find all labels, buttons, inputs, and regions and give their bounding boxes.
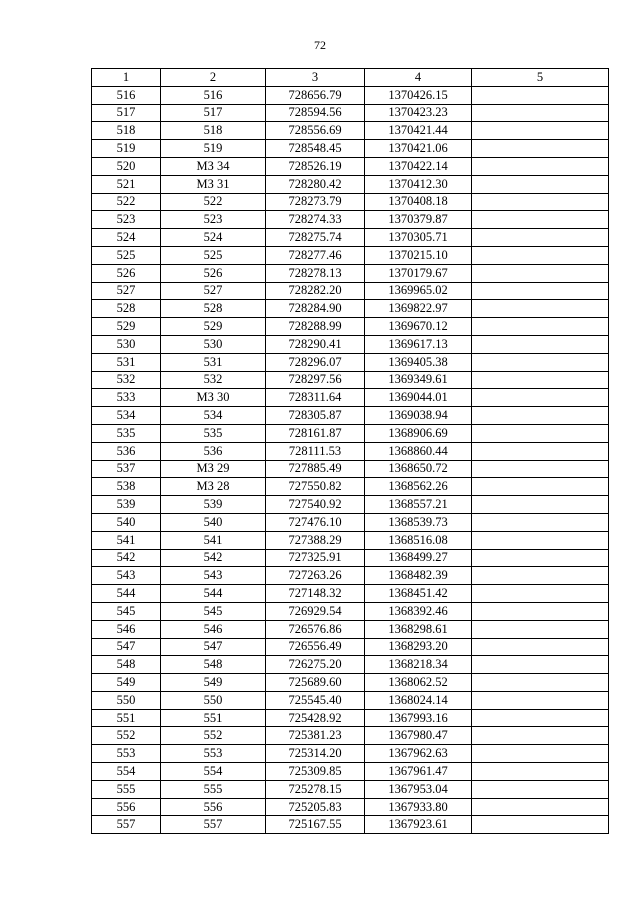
table-cell	[472, 389, 609, 407]
table-cell: 518	[161, 122, 266, 140]
table-cell: 543	[161, 567, 266, 585]
table-cell: 520	[92, 157, 161, 175]
table-row	[92, 211, 609, 229]
table-cell: 1368024.14	[365, 691, 472, 709]
table-cell: 557	[161, 816, 266, 834]
table-cell: 556	[161, 798, 266, 816]
table-row	[92, 140, 609, 158]
table-cell: 1368557.21	[365, 496, 472, 514]
table-cell: 1370422.14	[365, 157, 472, 175]
table-cell: 538	[92, 478, 161, 496]
table-cell: 1367923.61	[365, 816, 472, 834]
table-cell: 728297.56	[266, 371, 365, 389]
table-cell: МЗ 30	[161, 389, 266, 407]
table-cell: 540	[161, 513, 266, 531]
column-header: 2	[161, 69, 266, 87]
table-row	[92, 371, 609, 389]
table-row	[92, 496, 609, 514]
table-cell: 519	[92, 140, 161, 158]
table-cell: 535	[161, 424, 266, 442]
table-row	[92, 620, 609, 638]
table-cell: 728288.99	[266, 318, 365, 336]
table-cell: 554	[161, 763, 266, 781]
table-cell: 536	[161, 442, 266, 460]
table-cell: 527	[161, 282, 266, 300]
table-cell: 728290.41	[266, 335, 365, 353]
table-cell	[472, 122, 609, 140]
column-header: 3	[266, 69, 365, 87]
table-cell: 551	[92, 709, 161, 727]
table-row	[92, 300, 609, 318]
table-cell: 542	[92, 549, 161, 567]
table-cell: 541	[161, 531, 266, 549]
table-cell: 1370421.44	[365, 122, 472, 140]
table-header-row	[92, 69, 609, 87]
table-cell: 533	[92, 389, 161, 407]
table-row	[92, 389, 609, 407]
column-header: 5	[472, 69, 609, 87]
table-cell: 1368860.44	[365, 442, 472, 460]
table-cell: 727388.29	[266, 531, 365, 549]
table-cell	[472, 157, 609, 175]
table-cell: 1368392.46	[365, 602, 472, 620]
table-cell: 544	[92, 585, 161, 603]
table-cell: 725428.92	[266, 709, 365, 727]
table-cell: 726576.86	[266, 620, 365, 638]
table-cell: 549	[161, 674, 266, 692]
table-cell: 1370408.18	[365, 193, 472, 211]
table-cell: 1368906.69	[365, 424, 472, 442]
table-cell	[472, 567, 609, 585]
table-cell: 543	[92, 567, 161, 585]
table-cell: 532	[92, 371, 161, 389]
table-row	[92, 246, 609, 264]
table-cell: 553	[161, 745, 266, 763]
table-row	[92, 407, 609, 425]
table-cell: 725689.60	[266, 674, 365, 692]
column-header: 1	[92, 69, 161, 87]
table-cell: 728280.42	[266, 175, 365, 193]
table-cell: 545	[161, 602, 266, 620]
table-cell: 727885.49	[266, 460, 365, 478]
table-cell: 547	[161, 638, 266, 656]
table-cell: 526	[161, 264, 266, 282]
table-cell: 1367962.63	[365, 745, 472, 763]
table-cell: 534	[161, 407, 266, 425]
table-cell: 525	[92, 246, 161, 264]
table-cell: 523	[92, 211, 161, 229]
table-cell: 552	[92, 727, 161, 745]
table-cell	[472, 211, 609, 229]
table-cell: 726275.20	[266, 656, 365, 674]
table-row	[92, 442, 609, 460]
table-cell: 524	[161, 229, 266, 247]
table-cell	[472, 674, 609, 692]
table-cell: 728526.19	[266, 157, 365, 175]
table-cell: 1369670.12	[365, 318, 472, 336]
table-cell: 1368562.26	[365, 478, 472, 496]
table-cell: 725309.85	[266, 763, 365, 781]
table-cell: 728161.87	[266, 424, 365, 442]
table-cell: 1368516.08	[365, 531, 472, 549]
table-cell: 524	[92, 229, 161, 247]
table-cell: 1369038.94	[365, 407, 472, 425]
table-cell	[472, 745, 609, 763]
table-cell: 555	[161, 780, 266, 798]
table-cell: 1368539.73	[365, 513, 472, 531]
table-cell: 555	[92, 780, 161, 798]
table-cell	[472, 175, 609, 193]
table-cell: 725314.20	[266, 745, 365, 763]
table-row	[92, 674, 609, 692]
table-cell: 1370421.06	[365, 140, 472, 158]
table-cell	[472, 585, 609, 603]
table-cell: 725381.23	[266, 727, 365, 745]
table-cell: 518	[92, 122, 161, 140]
table-cell: 728273.79	[266, 193, 365, 211]
table-cell	[472, 229, 609, 247]
table-row	[92, 424, 609, 442]
table-cell: 546	[161, 620, 266, 638]
table-row	[92, 638, 609, 656]
table-cell	[472, 407, 609, 425]
table-cell: 516	[161, 86, 266, 104]
table-row	[92, 727, 609, 745]
table-cell	[472, 780, 609, 798]
table-cell: 545	[92, 602, 161, 620]
table-cell: 550	[161, 691, 266, 709]
table-cell	[472, 763, 609, 781]
table-cell: 728556.69	[266, 122, 365, 140]
table-row	[92, 229, 609, 247]
table-cell: 728274.33	[266, 211, 365, 229]
table-cell: 550	[92, 691, 161, 709]
table-cell	[472, 496, 609, 514]
table-row	[92, 798, 609, 816]
table-cell: 530	[92, 335, 161, 353]
table-cell: 1368293.20	[365, 638, 472, 656]
table-cell: 516	[92, 86, 161, 104]
table-cell: 1369349.61	[365, 371, 472, 389]
table-cell	[472, 86, 609, 104]
table-cell: 528	[92, 300, 161, 318]
table-cell	[472, 513, 609, 531]
table-cell	[472, 727, 609, 745]
table-cell: 1367953.04	[365, 780, 472, 798]
table-cell	[472, 549, 609, 567]
table-cell: 728305.87	[266, 407, 365, 425]
table-row	[92, 745, 609, 763]
table-cell: 534	[92, 407, 161, 425]
table-cell: 556	[92, 798, 161, 816]
table-cell: 539	[92, 496, 161, 514]
table-cell: 554	[92, 763, 161, 781]
table-cell: 725167.55	[266, 816, 365, 834]
table-cell	[472, 638, 609, 656]
coordinates-table	[91, 68, 609, 834]
table-cell: 728111.53	[266, 442, 365, 460]
table-cell	[472, 335, 609, 353]
table-cell: 521	[92, 175, 161, 193]
table-cell: 1370423.23	[365, 104, 472, 122]
table-cell: 1368298.61	[365, 620, 472, 638]
table-cell: 542	[161, 549, 266, 567]
table-row	[92, 282, 609, 300]
table-row	[92, 585, 609, 603]
table-row	[92, 549, 609, 567]
table-cell: 519	[161, 140, 266, 158]
table-cell: 1369965.02	[365, 282, 472, 300]
table-cell	[472, 104, 609, 122]
table-cell: 1367961.47	[365, 763, 472, 781]
table-row	[92, 104, 609, 122]
table-cell: 1369044.01	[365, 389, 472, 407]
table-row	[92, 567, 609, 585]
table-cell	[472, 424, 609, 442]
table-row	[92, 656, 609, 674]
table-cell: 725545.40	[266, 691, 365, 709]
table-cell: 540	[92, 513, 161, 531]
table-row	[92, 478, 609, 496]
table-cell: 526	[92, 264, 161, 282]
table-cell: 547	[92, 638, 161, 656]
table-row	[92, 763, 609, 781]
table-cell: 727540.92	[266, 496, 365, 514]
table-cell: 523	[161, 211, 266, 229]
table-row	[92, 353, 609, 371]
table-cell	[472, 691, 609, 709]
table-cell: 1367993.16	[365, 709, 472, 727]
table-cell: 522	[92, 193, 161, 211]
table-cell	[472, 140, 609, 158]
table-cell	[472, 620, 609, 638]
table-cell: 1368451.42	[365, 585, 472, 603]
table-cell: 728284.90	[266, 300, 365, 318]
table-row	[92, 264, 609, 282]
table-row	[92, 816, 609, 834]
table-cell: 728296.07	[266, 353, 365, 371]
table-cell: 1368499.27	[365, 549, 472, 567]
table-cell	[472, 353, 609, 371]
table-row	[92, 157, 609, 175]
table-cell: 532	[161, 371, 266, 389]
table-cell	[472, 264, 609, 282]
table-cell	[472, 371, 609, 389]
table-cell: 728282.20	[266, 282, 365, 300]
table-cell: 725205.83	[266, 798, 365, 816]
table-cell	[472, 798, 609, 816]
table-cell: МЗ 29	[161, 460, 266, 478]
table-cell: 726556.49	[266, 638, 365, 656]
table-cell: 1368062.52	[365, 674, 472, 692]
table-cell: 551	[161, 709, 266, 727]
table-cell	[472, 816, 609, 834]
table-cell: 726929.54	[266, 602, 365, 620]
table-cell: 1368218.34	[365, 656, 472, 674]
table-cell: 1368482.39	[365, 567, 472, 585]
table-cell: 1369617.13	[365, 335, 472, 353]
table-cell	[472, 442, 609, 460]
table-cell: 1367933.80	[365, 798, 472, 816]
table-cell: 1370412.30	[365, 175, 472, 193]
table-cell: 525	[161, 246, 266, 264]
table-cell: 528	[161, 300, 266, 318]
table-cell: 1370379.87	[365, 211, 472, 229]
table-cell	[472, 460, 609, 478]
table-cell	[472, 300, 609, 318]
table-cell: 517	[92, 104, 161, 122]
table-cell: 728278.13	[266, 264, 365, 282]
table-cell	[472, 478, 609, 496]
table-cell: 530	[161, 335, 266, 353]
table-cell: 535	[92, 424, 161, 442]
table-cell: 728277.46	[266, 246, 365, 264]
table-row	[92, 175, 609, 193]
table-cell: 544	[161, 585, 266, 603]
table-cell: 517	[161, 104, 266, 122]
table-cell: 531	[92, 353, 161, 371]
table-cell	[472, 709, 609, 727]
table-cell: 728548.45	[266, 140, 365, 158]
table-cell: МЗ 34	[161, 157, 266, 175]
table-cell: 548	[161, 656, 266, 674]
table-cell: 727263.26	[266, 567, 365, 585]
table-body	[92, 86, 609, 833]
table-cell: 536	[92, 442, 161, 460]
table-cell: 727325.91	[266, 549, 365, 567]
table-cell: 728656.79	[266, 86, 365, 104]
table-cell: 1369822.97	[365, 300, 472, 318]
table-cell: 1370426.15	[365, 86, 472, 104]
table-cell: 1370215.10	[365, 246, 472, 264]
table-cell: 1369405.38	[365, 353, 472, 371]
table-cell: 728275.74	[266, 229, 365, 247]
table-cell: 527	[92, 282, 161, 300]
table-cell	[472, 193, 609, 211]
table-cell: 1370179.67	[365, 264, 472, 282]
table-cell: 553	[92, 745, 161, 763]
table-cell	[472, 656, 609, 674]
table-cell: 546	[92, 620, 161, 638]
table-cell: 548	[92, 656, 161, 674]
page-number: 72	[314, 38, 326, 52]
table-row	[92, 709, 609, 727]
table-cell	[472, 282, 609, 300]
table-cell: 549	[92, 674, 161, 692]
table-row	[92, 460, 609, 478]
column-header: 4	[365, 69, 472, 87]
table-cell: 727550.82	[266, 478, 365, 496]
table-cell	[472, 246, 609, 264]
table-row	[92, 318, 609, 336]
table-cell: 727476.10	[266, 513, 365, 531]
table-row	[92, 691, 609, 709]
table-cell: МЗ 28	[161, 478, 266, 496]
table-cell: 529	[161, 318, 266, 336]
table-cell	[472, 318, 609, 336]
table-cell: 725278.15	[266, 780, 365, 798]
table-row	[92, 602, 609, 620]
table-cell: 522	[161, 193, 266, 211]
table-cell: 1370305.71	[365, 229, 472, 247]
table-cell	[472, 531, 609, 549]
table-cell: 1367980.47	[365, 727, 472, 745]
table-cell: 728311.64	[266, 389, 365, 407]
table-cell: 552	[161, 727, 266, 745]
table-cell	[472, 602, 609, 620]
table-row	[92, 780, 609, 798]
table-cell: 531	[161, 353, 266, 371]
table-cell: 537	[92, 460, 161, 478]
table-cell: 539	[161, 496, 266, 514]
table-row	[92, 86, 609, 104]
table-cell: 541	[92, 531, 161, 549]
table-cell: 728594.56	[266, 104, 365, 122]
table-cell: МЗ 31	[161, 175, 266, 193]
table-row	[92, 513, 609, 531]
table-cell: 557	[92, 816, 161, 834]
table-cell: 727148.32	[266, 585, 365, 603]
table-row	[92, 335, 609, 353]
table-row	[92, 122, 609, 140]
table-row	[92, 193, 609, 211]
table-cell: 1368650.72	[365, 460, 472, 478]
table-row	[92, 531, 609, 549]
table-cell: 529	[92, 318, 161, 336]
